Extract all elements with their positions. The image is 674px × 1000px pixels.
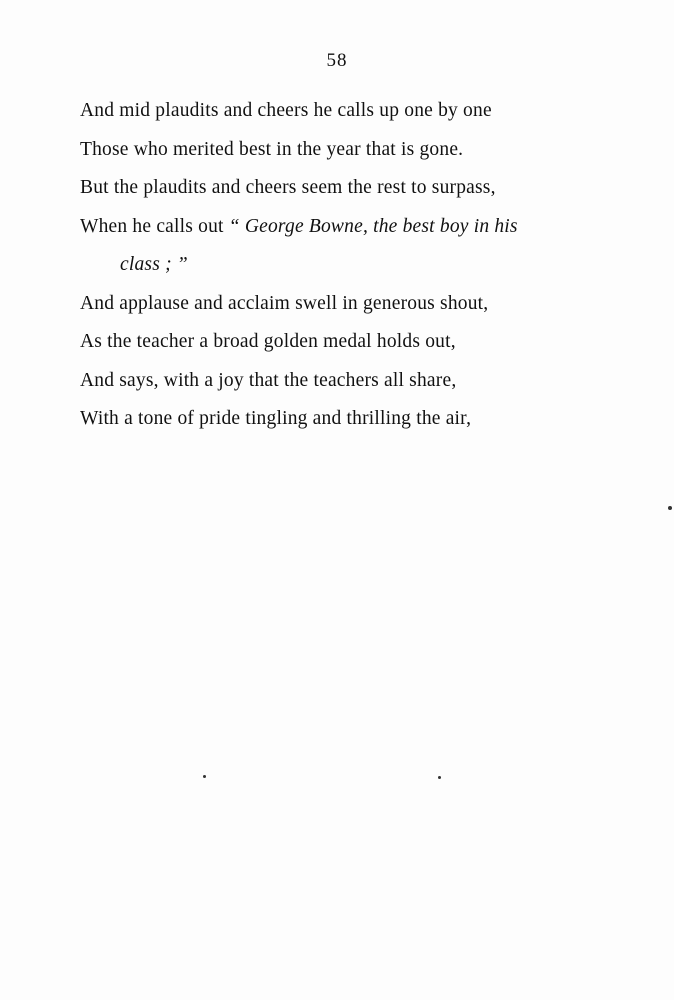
- verse-line: But the plaudits and cheers seem the rest to surpass,: [80, 177, 496, 198]
- poem-verse: [80, 92, 640, 439]
- print-speck: [668, 506, 672, 510]
- page-number: 58: [326, 50, 348, 71]
- print-speck: [203, 775, 206, 778]
- verse-line-continuation: [80, 246, 640, 285]
- verse-line: As the teacher a broad golden medal holds out,: [80, 331, 456, 352]
- verse-line: And says, with a joy that the teachers all share,: [80, 369, 457, 391]
- verse-line: [80, 208, 640, 247]
- verse-line: With a tone of pride tingling and thrilling the air,: [80, 408, 472, 429]
- quoted-name: “ George Bowne, the best boy in his: [228, 215, 518, 237]
- print-speck: [438, 776, 441, 779]
- verse-line: And mid plaudits and cheers he calls up one by one: [80, 100, 492, 121]
- verse-line: And applause and acclaim swell in generous shout,: [80, 292, 489, 314]
- verse-line: Those who merited best in the year that is gone.: [80, 138, 464, 160]
- verse-line-prefix: When he calls out: [80, 215, 229, 237]
- quoted-name-end: class ; ”: [120, 254, 188, 275]
